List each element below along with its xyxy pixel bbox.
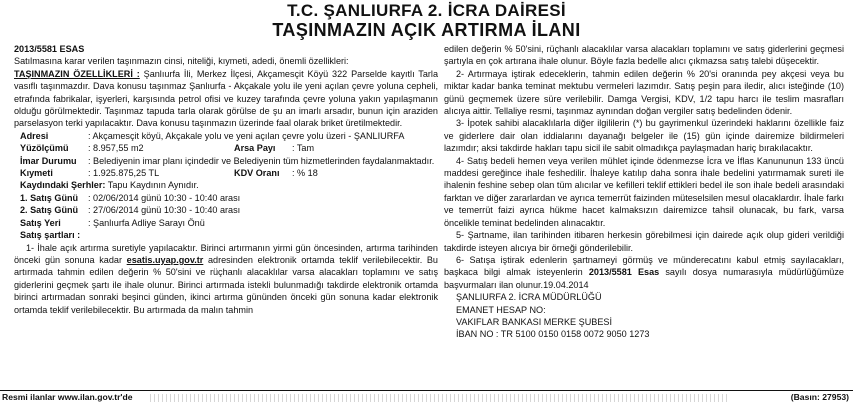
registry-row — [14, 179, 438, 191]
kdv-value: : % 18 — [292, 168, 318, 179]
condition-6-text-b: sayılı dosya numarasıyla müdürlüğümüze başvurmaları ilan olunur.19.04.2014 — [444, 267, 844, 290]
bank-block — [444, 291, 844, 341]
share-value: : Tam — [292, 143, 315, 154]
esatis-link[interactable]: esatis.uyap.gov.tr — [126, 254, 204, 265]
condition-5: 5- Şartname, ilan tarihinden itibaren herkesin görebilmesi için dairede açık olup gideri verildiği takdirde isteyen alıcıya bir örneği gönderilebilir. — [444, 230, 844, 253]
zoning-value: : Belediyenin imar planı içindedir ve Belediyenin tüm hizmetlerinden faydalanmaktadır. — [88, 155, 435, 166]
bank-line-3: VAKIFLAR BANKASI MERKE ŞUBESİ — [456, 316, 612, 327]
value-row — [14, 167, 438, 179]
condition-6-case: 2013/5581 Esas — [588, 267, 660, 278]
condition-1-text-b: adresinden elektronik ortamda teklif verilebilecektir. Bu artırmada tahmin edilen değerin % 50'sini ve rüçhanlı alacaklılar varsa alacakları toplamını ve satış giderlerini geçmek şartı ile ihale olunur. Birinci artırmada istekli bulunmadığı takdirde elektronik ortamda birinci artırmadan sonraki beşinci günden, ikinci artırma gününden önceki gün sonuna kadar elektronik ortamda teklif verilebilecektir. Bu artırmada da malın tahmin — [14, 254, 438, 315]
features-label: TAŞINMAZIN ÖZELLİKLERİ : — [14, 68, 140, 79]
condition-3: 3- İpotek sahibi alacaklılarla diğer ilgililerin (*) bu gayrimenkul üzerindeki haklarını özellikle faiz ve giderlere dair olan iddialarını dayanağı belgeler ile (15) gün içinde dairemize bildirmeleri lazımdır; aksi takdirde hakları tapu sicil ile sabit olmadıkça paylaşmadan hariç bırakılacaktır. — [444, 118, 844, 154]
condition-2: 2- Artırmaya iştirak edeceklerin, tahmin edilen değerin % 20'si oranında pey akçesi veya bu miktar kadar banka teminat mektubu vermeleri lazımdır. Satış peşin para iledir, alıcı isteğinde (10) günü geçmemek üzere süre verilebilir. Damga Vergisi, KDV, 1/2 tapu harcı ile teslim masrafları alıcıya aittir. Tellaliye resmi, taşınmaz aynından doğan vergiler satış bedelinden ödenir. — [444, 68, 844, 117]
condition-4: 4- Satış bedeli hemen veya verilen mühlet içinde ödenmezse İcra ve İflas Kanununun 133 üncü maddesi gereğince ihale feshedilir. İhaleye katılıp daha sonra ihale bedelini yatırmamak sureti ile ihalenin feshine sebep olan tüm alıcılar ve kefilleri teklif ettikleri bedel ile son ihale bedeli arasındaki farktan ve diğer zararlardan ve ayrıca temerrüt faizinden müteselsilen mesul olacaklardır. İhale farkı ve temerrüt faizi ayrıca hükme hacet kalmaksızın dairemizce tahsil olunacak, bu fark, varsa öncelikle teminat bedelinden alınacaktır. — [444, 155, 844, 228]
sale1-label: 1. Satış Günü — [20, 192, 79, 203]
sale1-value: : 02/06/2014 günü 10:30 - 10:40 arası — [88, 192, 241, 203]
place-row — [14, 217, 438, 229]
condition-1 — [14, 242, 438, 316]
condition-6-text-a: 6- Satışa iştirak edenlerin şartnameyi görmüş ve münderecatını kabul etmiş sayılacakları, başkaca bilgi almak isteyenlerin — [444, 254, 844, 278]
right-column — [444, 43, 844, 389]
court-title: T.C. ŞANLIURFA 2. İCRA DAİRESİ — [287, 1, 566, 20]
features-text: Şanlıurfa İli, Merkez İlçesi, Akçamesçit Köyü 322 Parselde kayıtlı Tarla vasıflı taşınmazdır. Dava konusu taşınmaz Şanlıurfa - Akçakale yolu ile yeni açılan çevre yoluna cepheli, etrafında fabrikalar, işyerleri, karşısında petrol ofisi ve kuzey tarafında çevre yoluna yakın yapılaşmanın olduğu görülmektedir. Taşınmaz tapuda tarla olarak görülse de şu an imarlı arsadır, bunun için araziden parselasyon terki yapılacaktır. Dava konusu taşınmazın üzerinde faal olarak briket üretilmektedir. — [14, 68, 438, 129]
footer-divider — [150, 394, 730, 402]
value-label: Kıymeti — [20, 168, 53, 179]
sale1-row — [14, 192, 438, 204]
area-value: : 8.957,55 m2 — [88, 143, 144, 154]
intro-text: Satılmasına karar verilen taşınmazın cinsi, niteliği, kıymeti, adedi, önemli özellikleri: — [14, 56, 349, 67]
address-label: Adresi — [20, 130, 49, 141]
zoning-row — [14, 155, 438, 167]
sale2-value: : 27/06/2014 günü 10:30 - 10:40 arası — [88, 205, 241, 216]
area-label: Yüzölçümü — [20, 143, 69, 154]
footer-bar — [0, 390, 853, 404]
address-row — [14, 130, 438, 142]
footer-site-text: Resmi ilanlar www.ilan.gov.tr'de — [2, 392, 133, 402]
registry-label: Kaydındaki Şerhler: — [20, 180, 106, 191]
sale2-row — [14, 204, 438, 216]
value-value: : 1.925.875,25 TL — [88, 168, 160, 179]
kdv-label: KDV Oranı — [234, 168, 280, 179]
bank-line-1: ŞANLIURFA 2. İCRA MÜDÜRLÜĞÜ — [456, 292, 602, 303]
left-column — [14, 43, 438, 389]
case-number: 2013/5581 ESAS — [14, 44, 85, 54]
sale2-label: 2. Satış Günü — [20, 205, 79, 216]
condition-1-text-a: 1- İhale açık artırma suretiyle yapılacaktır. Birinci artırmanın yirmi gün öncesinden, artırma tarihinden önceki gün sonuna kadar — [14, 242, 438, 265]
address-value: : Akçamesçit köyü, Akçakale yolu ve yeni açılan çevre yolu üzeri - ŞANLIURFA — [88, 130, 405, 141]
bank-line-4: İBAN NO : TR 5100 0150 0158 0072 9050 1273 — [456, 329, 650, 340]
zoning-label: İmar Durumu — [20, 155, 77, 166]
condition-1-continued: edilen değerin % 50'sini, rüçhanlı alacaklılar varsa alacakları toplamını ve satış giderlerini geçmesi şartıyla en çok artırana ihale olunur. Böyle fazla bedelle alıcı çıkmazsa satış talebi düşecektir. — [444, 44, 844, 67]
share-label: Arsa Payı — [234, 143, 276, 154]
place-label: Satış Yeri — [20, 217, 61, 228]
registry-value: Tapu Kaydının Aynıdır. — [105, 180, 199, 191]
footer-press-number: (Basın: 27953) — [790, 392, 849, 402]
condition-6 — [444, 254, 844, 291]
bank-line-2: EMANET HESAP NO: — [456, 304, 546, 315]
notice-title: TAŞINMAZIN AÇIK ARTIRMA İLANI — [272, 20, 581, 40]
area-row — [14, 142, 438, 154]
place-value: : Şanlıurfa Adliye Sarayı Önü — [88, 217, 205, 228]
features-paragraph — [14, 68, 438, 130]
conditions-label: Satış şartları : — [20, 230, 81, 241]
